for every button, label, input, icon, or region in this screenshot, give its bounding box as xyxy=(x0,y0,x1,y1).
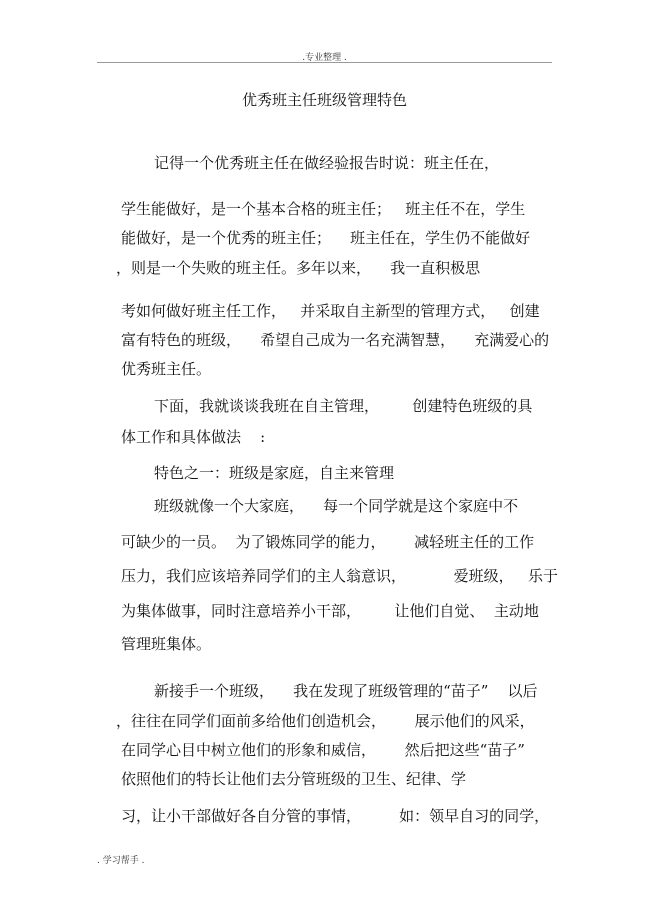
body-line: 压力，我们应该培养同学们的主人翁意识， 爱班级， 乐于 xyxy=(121,567,558,585)
body-line: 管理班集体。 xyxy=(121,635,212,653)
body-line: 富有特色的班级， 希望自己成为一名充满智慧， 充满爱心的 xyxy=(121,331,550,349)
body-line: 记得一个优秀班主任在做经验报告时说：班主任在， xyxy=(154,154,500,172)
body-line: 考如何做好班主任工作， 并采取自主新型的管理方式， 创建 xyxy=(121,302,540,320)
body-line: 为集体做事，同时注意培养小干部， 让他们自觉、 主动地 xyxy=(121,602,539,620)
body-line: 下面，我就谈谈我班在自主管理， 创建特色班级的具 xyxy=(154,397,533,415)
body-line: 习，让小干部做好各自分管的事情， 如：领早自习的同学， xyxy=(121,807,550,825)
header-divider xyxy=(97,62,552,63)
body-line: 学生能做好，是一个基本合格的班主任； 班主任不在，学生 xyxy=(121,200,526,218)
body-line: ，则是一个失败的班主任。多年以来， 我一直积极思 xyxy=(116,259,481,277)
body-line: 新接手一个班级， 我在发现了班级管理的“苗子” 以后 xyxy=(154,682,538,700)
body-line: 特色之一：班级是家庭，自主来管理 xyxy=(154,464,395,482)
body-line: 优秀班主任。 xyxy=(121,360,212,378)
body-line: 可缺少的一员。 为了锻炼同学的能力， 减轻班主任的工作 xyxy=(121,533,535,551)
header-text: .专业整理 . xyxy=(302,53,347,63)
document-title: 优秀班主任班级管理特色 xyxy=(241,91,407,109)
page-footer: . 学习帮手 . xyxy=(97,856,145,866)
body-line: 体工作和具体做法 : xyxy=(121,428,266,446)
body-line: ，往往在同学们面前多给他们创造机会， 展示他们的风采， xyxy=(116,712,535,730)
body-line: 依照他们的特长让他们去分管班级的卫生、纪律、学 xyxy=(121,770,467,788)
body-line: 班级就像一个大家庭， 每一个同学就是这个家庭中不 xyxy=(154,497,519,515)
body-line: 在同学心目中树立他们的形象和威信， 然后把这些“苗子” xyxy=(121,741,525,759)
body-line: 能做好，是一个优秀的班主任； 班主任在，学生仍不能做好 xyxy=(121,229,531,247)
